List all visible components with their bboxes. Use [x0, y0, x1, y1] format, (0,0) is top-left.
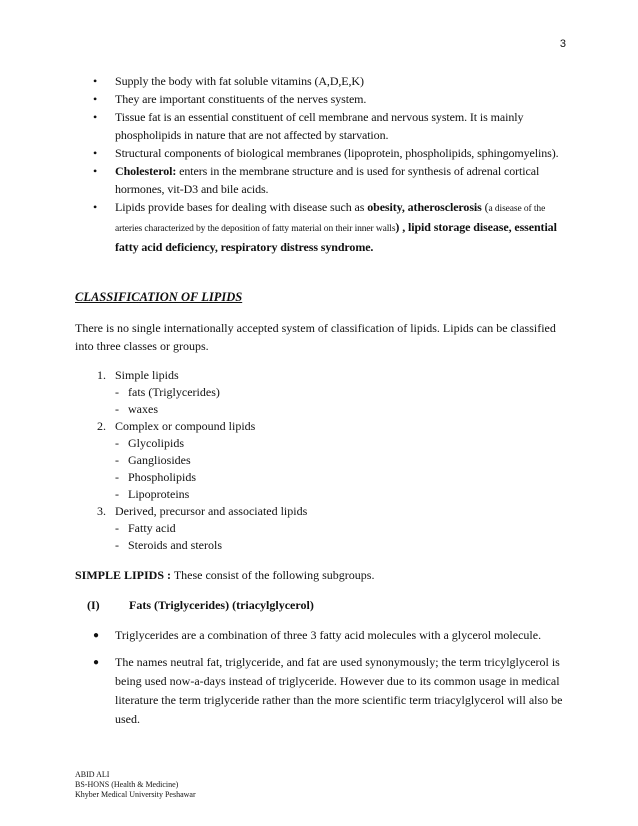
bullet-text: Tissue fat is an essential constituent of cell membrane and nervous system. It is mainly phospholipids in nature that are not affected by starvation. [115, 110, 524, 142]
simple-lipids-text: These consist of the following subgroups. [171, 568, 375, 582]
class-label: Derived, precursor and associated lipids [115, 504, 308, 518]
subclass-label: Lipoproteins [128, 487, 190, 501]
bullet-item [75, 90, 567, 108]
class-number: 1. [97, 368, 106, 382]
bullet-item [75, 144, 567, 162]
footer [75, 770, 196, 800]
bullet-text: Lipids provide bases for dealing with disease such as [115, 200, 368, 214]
page-number: 3 [559, 38, 566, 50]
simple-lipids-label: SIMPLE LIPIDS : [75, 568, 172, 582]
subclass-label: Phospholipids [128, 470, 197, 484]
class-item [75, 503, 567, 520]
footer-university: Khyber Medical University Peshawar [75, 790, 196, 799]
fats-heading [75, 596, 567, 614]
subclass-label: Fatty acid [128, 521, 176, 535]
bullet-text: Supply the body with fat soluble vitamins (A,D,E,K) [115, 74, 364, 88]
class-item [75, 367, 567, 384]
bullet-text: obesity, atherosclerosis [367, 200, 482, 214]
footer-author: ABID ALI [75, 770, 110, 779]
subclass-item: - Lipoproteins [115, 487, 190, 501]
document-body [75, 72, 567, 737]
bullet-item [75, 108, 567, 144]
bullet-item [75, 162, 567, 198]
intro-paragraph: There is no single internationally accepted system of classification of lipids. Lipids can be classified into three classes or groups. [75, 321, 556, 353]
class-label: Simple lipids [115, 368, 179, 382]
fats-list [75, 626, 567, 729]
section-title: CLASSIFICATION OF LIPIDS [75, 290, 243, 304]
bullet-text: enters in the membrane structure and is used for synthesis of adrenal cortical hormones, vit-D3 and bile acids. [115, 164, 540, 196]
bullet-text: a disease of the arteries characterized by the deposition of fatty material on their inner walls [115, 204, 546, 234]
fats-heading-text: Fats (Triglycerides) (triacylglycerol) [129, 598, 314, 612]
subclass-item: - Glycolipids [115, 436, 184, 450]
bullet-text: ) , lipid storage disease, essential fatty acid deficiency, respiratory distress syndrome. [115, 220, 557, 254]
simple-lipids-line [75, 566, 567, 584]
bullet-item [75, 72, 567, 90]
class-number: 2. [97, 419, 106, 433]
class-item [75, 418, 567, 435]
fats-roman: (I) [87, 598, 100, 612]
bullet-text: Cholesterol: [115, 164, 177, 178]
bullet-item [75, 198, 567, 256]
class-label: Complex or compound lipids [115, 419, 256, 433]
subclass-label: fats (Triglycerides) [128, 385, 220, 399]
fats-bullet-item: ● Triglycerides are a combination of three 3 fatty acid molecules with a glycerol molecule. [75, 626, 567, 645]
classification-list [75, 367, 567, 554]
subclass-item: - Gangliosides [115, 453, 191, 467]
subclass-item: - Steroids and sterols [115, 538, 222, 552]
subclass-item: - waxes [115, 402, 158, 416]
subclass-label: waxes [128, 402, 158, 416]
subclass-label: Steroids and sterols [128, 538, 222, 552]
class-number: 3. [97, 504, 106, 518]
bullet-text: ( [481, 200, 489, 214]
functions-list [75, 72, 567, 256]
bullet-text: Structural components of biological membranes (lipoprotein, phospholipids, sphingomyelins). [115, 146, 559, 160]
footer-degree: BS-HONS (Health & Medicine) [75, 780, 179, 789]
subclass-item: - fats (Triglycerides) [115, 385, 220, 399]
fats-bullet-item: ● The names neutral fat, triglyceride, and fat are used synonymously; the term tricylglycerol is being used now-a-days instead of triglyceride. However due to its common usage in medical literature the term triglyceride rather than the more scientific term triacylglycerol will also be used. [75, 653, 567, 729]
subclass-label: Glycolipids [128, 436, 184, 450]
subclass-item: - Phospholipids [115, 470, 197, 484]
subclass-item: - Fatty acid [115, 521, 176, 535]
subclass-label: Gangliosides [128, 453, 191, 467]
bullet-text: They are important constituents of the nerves system. [115, 92, 367, 106]
